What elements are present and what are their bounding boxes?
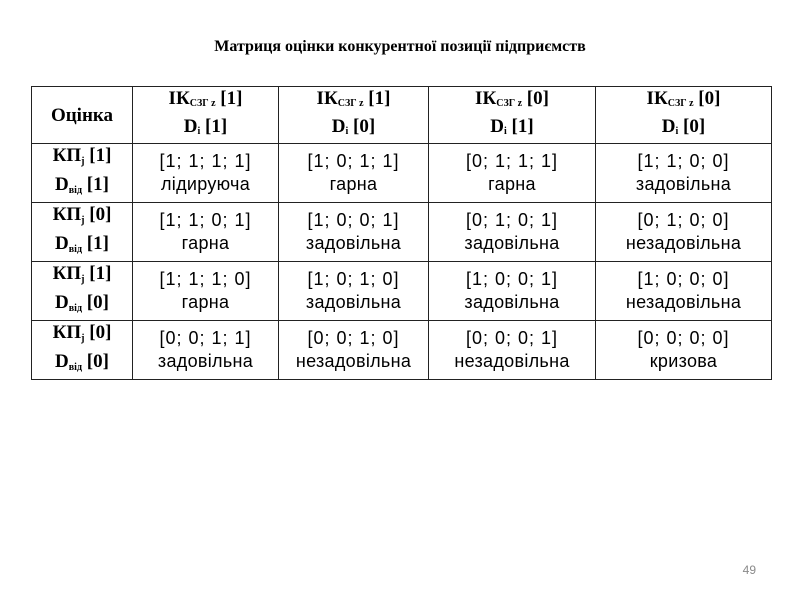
- column-header-3: [429, 87, 596, 144]
- row-header-cell: $КП_j$ [1] $D_{від}$ [0]: [32, 262, 133, 321]
- matrix-cell: [0; 1; 1; 1] гарна: [429, 144, 596, 203]
- d-line: Di [0]: [661, 116, 706, 137]
- ik-line: ІКСЗГ z [0]: [646, 88, 721, 109]
- matrix-cell: [0; 1; 0; 0] незадовільна: [596, 203, 772, 262]
- d-line: Di [1]: [183, 116, 228, 137]
- competitive-position-matrix: [31, 86, 772, 380]
- ik-line: ІКСЗГ z [1]: [168, 88, 243, 109]
- page-number: 49: [742, 563, 756, 577]
- corner-header-cell: Оцінка: [32, 87, 133, 144]
- matrix-cell: [1; 0; 0; 1] задовільна: [279, 203, 429, 262]
- row-header-cell: $КП_j$ [0] $D_{від}$ [1]: [32, 203, 133, 262]
- ik-line: ІКСЗГ z [1]: [316, 88, 391, 109]
- matrix-cell: [0; 0; 0; 1] незадовільна: [429, 321, 596, 380]
- table-row: [32, 321, 772, 380]
- header-row: [32, 87, 772, 144]
- row-header-cell: $КП_j$ [1] $D_{від}$ [1]: [32, 144, 133, 203]
- d-line: Di [0]: [331, 116, 376, 137]
- page-title: Матриця оцінки конкурентної позиції підприємств: [214, 38, 586, 55]
- matrix-cell: [1; 0; 1; 1] гарна: [279, 144, 429, 203]
- matrix-cell: [1; 0; 0; 0] незадовільна: [596, 262, 772, 321]
- table-row: [32, 203, 772, 262]
- column-header-2: [279, 87, 429, 144]
- ik-line: ІКСЗГ z [0]: [475, 88, 549, 109]
- matrix-cell: [0; 0; 1; 0] незадовільна: [279, 321, 429, 380]
- matrix-cell: [1; 1; 1; 1] лідируюча: [133, 144, 279, 203]
- table-row: [32, 262, 772, 321]
- column-header-4: [596, 87, 772, 144]
- matrix-cell: [1; 1; 0; 1] гарна: [133, 203, 279, 262]
- matrix-cell: [0; 0; 0; 0] кризова: [596, 321, 772, 380]
- matrix-cell: [1; 0; 1; 0] задовільна: [279, 262, 429, 321]
- matrix-cell: [1; 0; 0; 1] задовільна: [429, 262, 596, 321]
- table-row: [32, 144, 772, 203]
- row-header-cell: $КП_j$ [0] $D_{від}$ [0]: [32, 321, 133, 380]
- d-line: Di [1]: [490, 116, 534, 137]
- matrix-cell: [0; 0; 1; 1] задовільна: [133, 321, 279, 380]
- matrix-cell: [0; 1; 0; 1] задовільна: [429, 203, 596, 262]
- matrix-cell: [1; 1; 1; 0] гарна: [133, 262, 279, 321]
- matrix-cell: [1; 1; 0; 0] задовільна: [596, 144, 772, 203]
- column-header-1: [133, 87, 279, 144]
